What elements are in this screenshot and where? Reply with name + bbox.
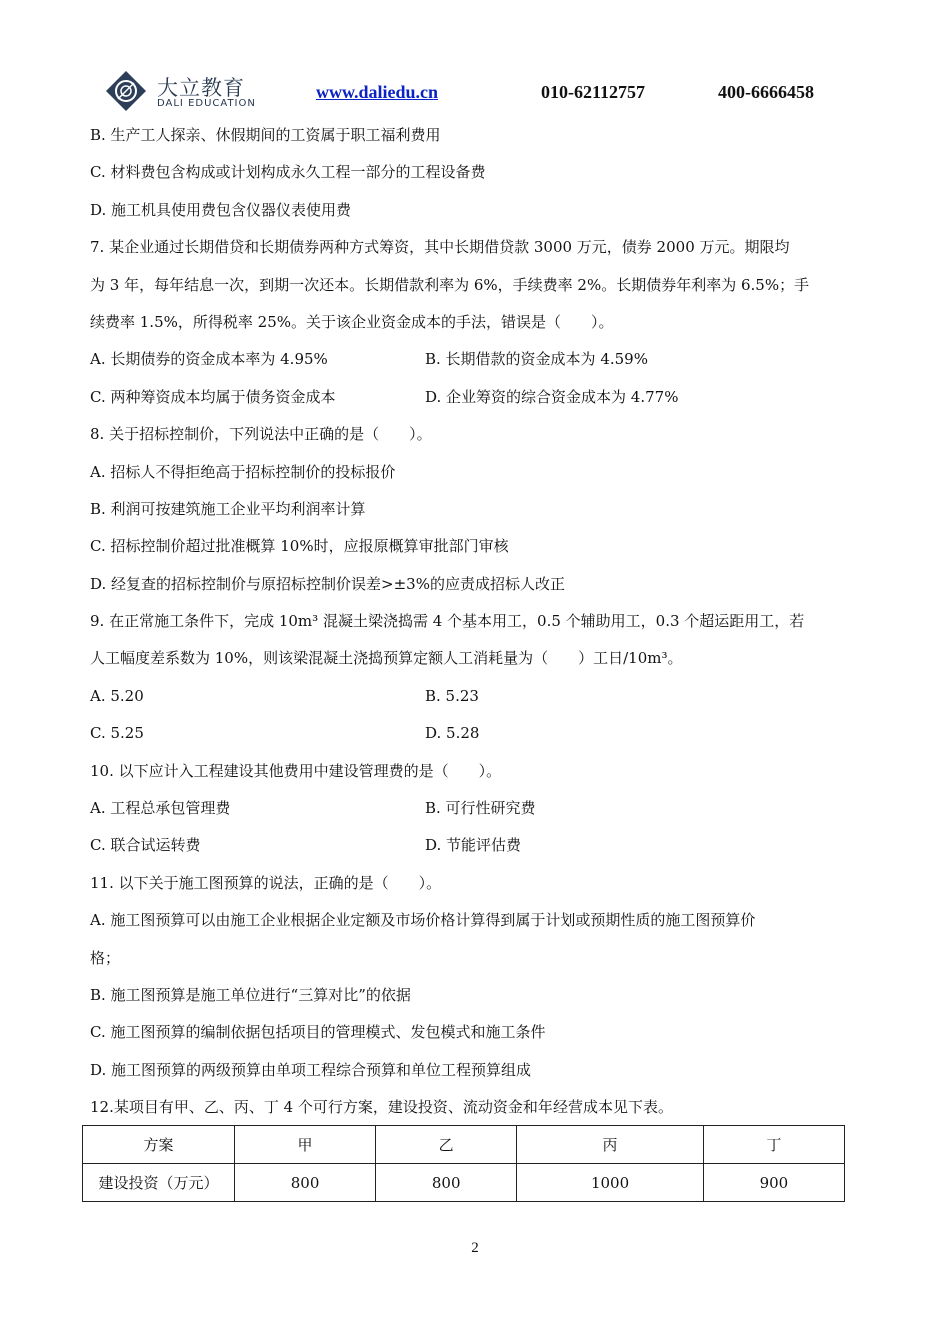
option-b: B. 5.23 <box>425 686 479 705</box>
option-d: D. 企业筹资的综合资金成本为 4.77% <box>425 387 679 406</box>
question-10: 10. 以下应计入工程建设其他费用中建设管理费的是（ ）。 <box>90 761 502 780</box>
option-d: D. 5.28 <box>425 724 480 743</box>
table-cell: 建设投资（万元） <box>83 1164 235 1202</box>
logo-chinese-name: 大立教育 <box>157 76 245 100</box>
option-d: D. 施工图预算的两级预算由单项工程综合预算和单位工程预算组成 <box>90 1060 532 1079</box>
table-cell: 900 <box>703 1164 844 1202</box>
q9-option-row <box>90 720 865 757</box>
dali-logo <box>105 70 255 114</box>
question-11: 11. 以下关于施工图预算的说法，正确的是（ ）。 <box>90 873 442 892</box>
option-c: C. 5.25 <box>90 724 144 743</box>
question-7-cont: 为 3 年，每年结息一次，到期一次还本。长期借款利率为 6%，手续费率 2%。长期债券年利率为 6.5%；手 <box>90 275 810 294</box>
q10-option-row <box>90 795 865 832</box>
q10-option-row <box>90 832 865 869</box>
text-line: B. 生产工人探亲、休假期间的工资属于职工福利费用 <box>90 126 441 144</box>
option-a: A. 5.20 <box>90 686 144 705</box>
option-c: C. 招标控制价超过批准概算 10%时，应报原概算审批部门审核 <box>90 537 509 556</box>
q9-option-row <box>90 683 865 720</box>
text-line: C. 材料费包含构成或计划构成永久工程一部分的工程设备费 <box>90 163 486 182</box>
option-a: A. 工程总承包管理费 <box>90 799 231 818</box>
table-cell: 800 <box>376 1164 517 1202</box>
table-cell: 800 <box>235 1164 376 1202</box>
website-link[interactable]: www.daliedu.cn <box>316 82 439 102</box>
option-a: A. 招标人不得拒绝高于招标控制价的投标报价 <box>90 462 396 481</box>
option-a-cont: 格； <box>90 948 121 967</box>
question-8: 8. 关于招标控制价，下列说法中正确的是（ ）。 <box>90 425 432 444</box>
page-header <box>0 0 950 120</box>
option-a: A. 施工图预算可以由施工企业根据企业定额及市场价格计算得到属于计划或预期性质的施工图预算价 <box>90 911 756 930</box>
table-header-cell: 甲 <box>235 1126 376 1164</box>
option-a: A. 长期债券的资金成本率为 4.95% <box>90 350 328 369</box>
option-b: B. 利润可按建筑施工企业平均利润率计算 <box>90 499 366 518</box>
question-7: 7. 某企业通过长期借贷和长期债券两种方式筹资，其中长期借贷款 3000 万元，债券 2000 万元。期限均 <box>90 238 790 257</box>
option-d: D. 节能评估费 <box>425 836 522 855</box>
phone-number-1: 010-62112757 <box>541 82 646 102</box>
page-number: 2 <box>471 1240 479 1256</box>
document-body <box>90 122 865 1132</box>
option-b: B. 长期借款的资金成本为 4.59% <box>425 350 648 369</box>
table-header-cell: 方案 <box>83 1126 235 1164</box>
table-row <box>83 1164 845 1202</box>
question-9-cont: 人工幅度差系数为 10%，则该梁混凝土浇捣预算定额人工消耗量为（ ）工日/10m³。 <box>90 649 683 668</box>
table-header-cell: 丙 <box>517 1126 704 1164</box>
logo-english-name: DALI EDUCATION <box>157 98 256 109</box>
q7-option-row <box>90 346 865 383</box>
option-b: B. 可行性研究费 <box>425 799 536 818</box>
table-cell: 1000 <box>517 1164 704 1202</box>
text-line: D. 施工机具使用费包含仪器仪表使用费 <box>90 200 352 219</box>
table-header-cell: 丁 <box>703 1126 844 1164</box>
question-9: 9. 在正常施工条件下，完成 10m³ 混凝土梁浇捣需 4 个基本用工，0.5 个辅助用工，0.3 个超运距用工，若 <box>90 612 805 631</box>
option-c: C. 联合试运转费 <box>90 836 201 855</box>
table-header-cell: 乙 <box>376 1126 517 1164</box>
table-header-row <box>83 1126 845 1164</box>
plan-table <box>82 1125 845 1202</box>
dali-emblem-icon <box>105 70 147 112</box>
phone-number-2: 400-6666458 <box>718 82 814 102</box>
option-c: C. 两种筹资成本均属于债务资金成本 <box>90 387 336 406</box>
option-c: C. 施工图预算的编制依据包括项目的管理模式、发包模式和施工条件 <box>90 1023 546 1042</box>
option-b: B. 施工图预算是施工单位进行“三算对比”的依据 <box>90 985 411 1004</box>
q7-option-row <box>90 384 865 421</box>
option-d: D. 经复查的招标控制价与原招标控制价误差>±3%的应责成招标人改正 <box>90 574 565 593</box>
question-7-cont: 续费率 1.5%，所得税率 25%。关于该企业资金成本的手法，错误是（ ）。 <box>90 312 614 331</box>
question-12: 12.某项目有甲、乙、丙、丁 4 个可行方案，建设投资、流动资金和年经营成本见下表。 <box>90 1098 673 1117</box>
